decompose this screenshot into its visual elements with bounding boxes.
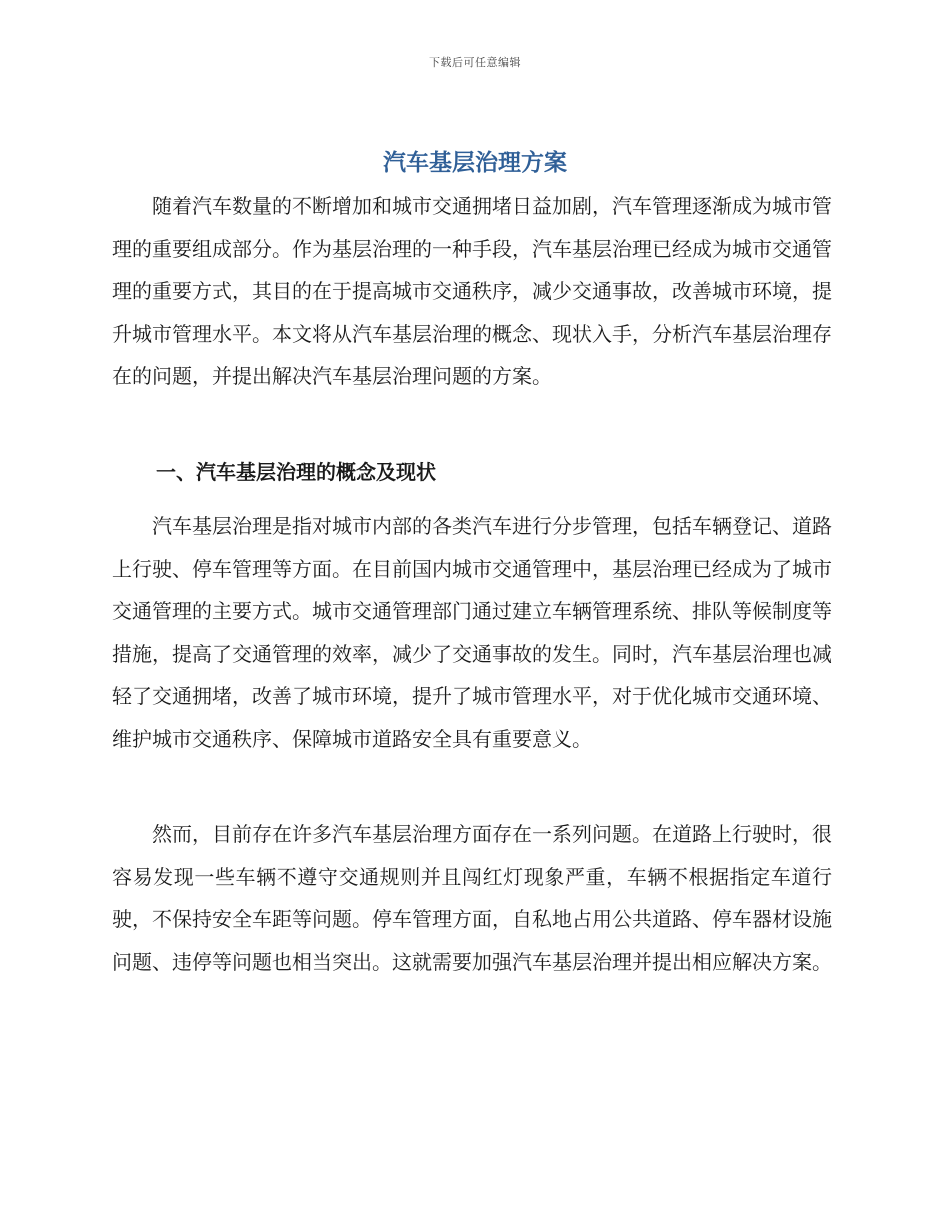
section-1-paragraph-2-block <box>112 813 832 983</box>
body-paragraph: 然而，目前存在许多汽车基层治理方面存在一系列问题。在道路上行驶时，很容易发现一些车辆不遵守交通规则并且闯红灯现象严重，车辆不根据指定车道行驶，不保持安全车距等问题。停车管理方面，自私地占用公共道路、停车器材设施问题、违停等问题也相当突出。这就需要加强汽车基层治理并提出相应解决方案。 <box>112 822 832 974</box>
section-1-paragraph-1-block <box>112 505 832 760</box>
intro-paragraph: 随着汽车数量的不断增加和城市交通拥堵日益加剧，汽车管理逐渐成为城市管理的重要组成部分。作为基层治理的一种手段，汽车基层治理已经成为城市交通管理的重要方式，其目的在于提高城市交通秩序，减少交通事故，改善城市环境，提升城市管理水平。本文将从汽车基层治理的概念、现状入手，分析汽车基层治理存在的问题，并提出解决汽车基层治理问题的方案。 <box>112 194 832 388</box>
document-title: 汽车基层治理方案 <box>383 149 567 176</box>
intro-block <box>112 185 832 398</box>
header-note: 下载后可任意编辑 <box>429 56 521 69</box>
body-paragraph: 汽车基层治理是指对城市内部的各类汽车进行分步管理，包括车辆登记、道路上行驶、停车管理等方面。在目前国内城市交通管理中，基层治理已经成为了城市交通管理的主要方式。城市交通管理部门通过建立车辆管理系统、排队等候制度等措施，提高了交通管理的效率，减少了交通事故的发生。同时，汽车基层治理也减轻了交通拥堵，改善了城市环境，提升了城市管理水平，对于优化城市交通环境、维护城市交通秩序、保障城市道路安全具有重要意义。 <box>112 514 832 751</box>
section-1-heading-block <box>112 456 832 488</box>
section-heading: 一、汽车基层治理的概念及现状 <box>156 460 436 484</box>
